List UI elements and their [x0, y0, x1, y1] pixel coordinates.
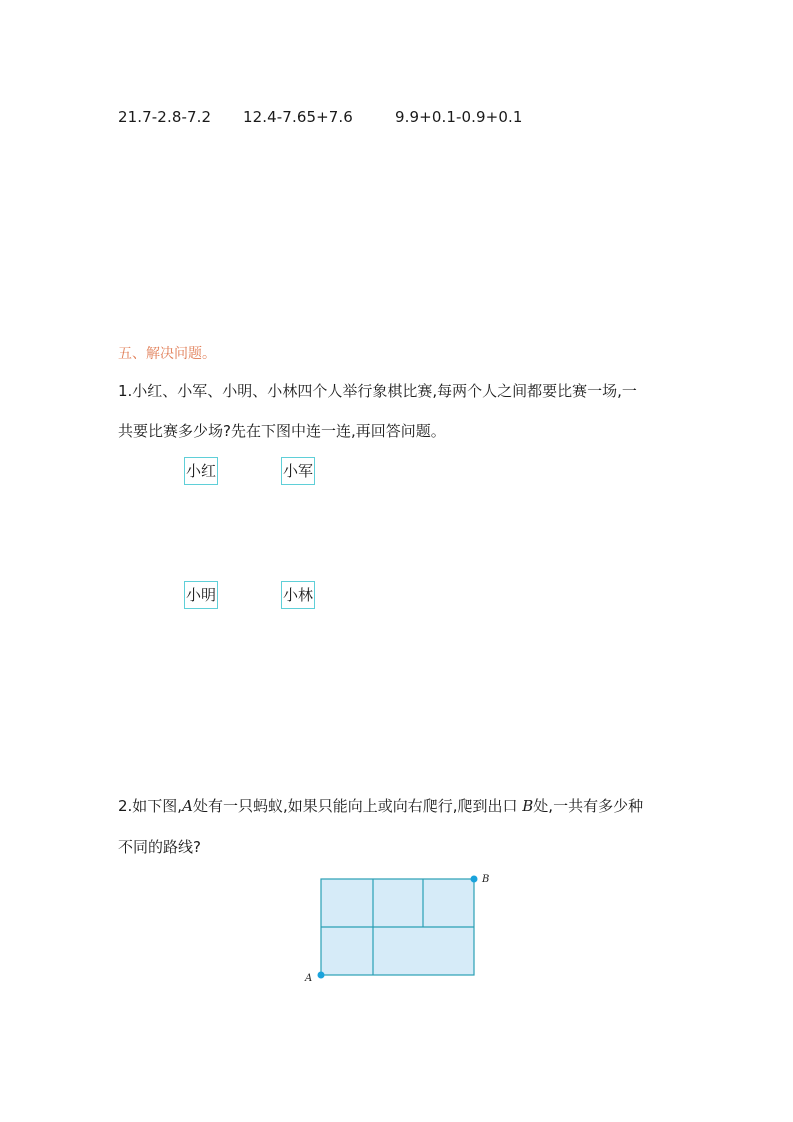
- label-a: A: [305, 973, 313, 984]
- point-a-dot: [318, 972, 325, 979]
- name-box-xiaohong: 小红: [184, 457, 218, 485]
- name-box-xiaolin: 小林: [281, 581, 315, 609]
- q2-label-b: B: [522, 797, 534, 815]
- label-b: B: [482, 874, 490, 885]
- ant-path-grid-diagram: [300, 865, 500, 990]
- question1-line1: 1.小红、小军、小明、小林四个人举行象棋比赛,每两个人之间都要比赛一场,一: [118, 382, 637, 400]
- q2-label-a: A: [182, 797, 193, 815]
- expression-3: 9.9+0.1-0.9+0.1: [395, 108, 523, 126]
- question2-line1: [118, 795, 643, 816]
- name-box-xiaoming: 小明: [184, 581, 218, 609]
- expression-2: 12.4-7.65+7.6: [243, 108, 353, 126]
- question2-line2: 不同的路线?: [118, 838, 201, 856]
- name-box-xiaojun: 小军: [281, 457, 315, 485]
- point-b-dot: [471, 876, 478, 883]
- q2-text-post: 处,一共有多少种: [533, 797, 644, 815]
- q2-text-mid: 处有一只蚂蚁,如果只能向上或向右爬行,爬到出口: [192, 797, 518, 815]
- question1-line2: 共要比赛多少场?先在下图中连一连,再回答问题。: [118, 422, 446, 440]
- expression-1: 21.7-2.8-7.2: [118, 108, 212, 126]
- section-title: 五、解决问题。: [118, 346, 216, 362]
- q2-text-pre: 2.如下图,: [118, 797, 183, 815]
